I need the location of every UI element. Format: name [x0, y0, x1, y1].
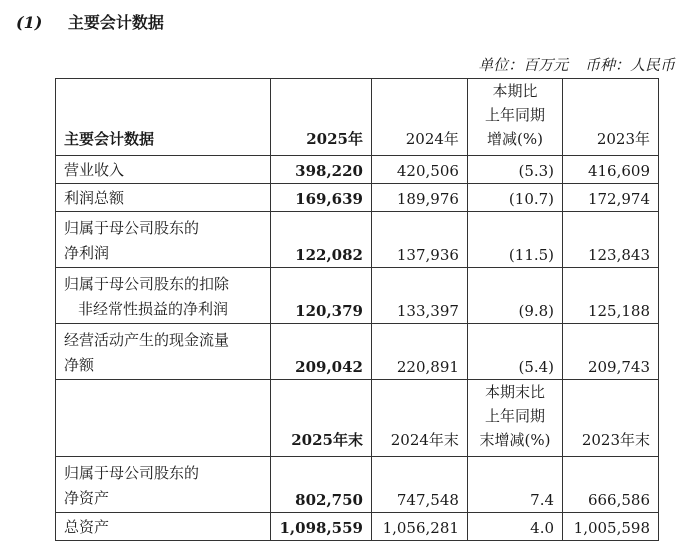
- cell-line: 上年同期: [484, 106, 545, 124]
- value-2025: 120,379: [271, 268, 372, 324]
- row-label: [56, 457, 271, 513]
- row-label: [56, 513, 271, 541]
- cell-line: 营业收入: [64, 160, 125, 179]
- header-col-2023: 2023年: [563, 79, 659, 156]
- value-2023: 125,188: [563, 268, 659, 324]
- value-2023: 123,843: [563, 212, 659, 268]
- section-heading: [16, 10, 164, 33]
- unit-label: 单位：百万元: [478, 56, 569, 74]
- table-header-row: [56, 380, 659, 457]
- section-title: 主要会计数据: [67, 13, 164, 32]
- value-2025: 122,082: [271, 212, 372, 268]
- cell-line: 上年同期: [484, 407, 545, 425]
- value-2025: 169,639: [271, 184, 372, 212]
- table-row: [56, 513, 659, 541]
- header-label: 主要会计数据: [56, 79, 271, 156]
- value-2023: 1,005,598: [563, 513, 659, 541]
- header-col-2025: 2025年末: [271, 380, 372, 457]
- row-label: [56, 268, 271, 324]
- cell-line: 归属于母公司股东的: [64, 218, 200, 237]
- value-change: 7.4: [467, 457, 562, 513]
- cell-line: 本期末比: [484, 383, 545, 401]
- table-row: [56, 324, 659, 380]
- header-col-2025: 2025年: [271, 79, 372, 156]
- value-2025: 802,750: [271, 457, 372, 513]
- row-label: [56, 212, 271, 268]
- row-label: [56, 324, 271, 380]
- header-col-2024: 2024年末: [372, 380, 468, 457]
- cell-line: 经营活动产生的现金流量: [64, 330, 230, 349]
- cell-line: 净利润: [64, 243, 110, 262]
- row-label: [56, 184, 271, 212]
- value-2023: 416,609: [563, 156, 659, 184]
- header-col-change: [467, 79, 562, 156]
- cell-line: 增减(%): [486, 130, 543, 148]
- cell-line: 末增减(%): [479, 431, 551, 449]
- value-2024: 220,891: [372, 324, 468, 380]
- value-2023: 172,974: [563, 184, 659, 212]
- table-row: [56, 268, 659, 324]
- header-col-2024: 2024年: [372, 79, 468, 156]
- value-change: (9.8): [467, 268, 562, 324]
- value-2024: 137,936: [372, 212, 468, 268]
- cell-line: 净资产: [64, 488, 110, 507]
- table-header-row: [56, 79, 659, 156]
- value-change: (10.7): [467, 184, 562, 212]
- header-col-2023: 2023年末: [563, 380, 659, 457]
- cell-line: 利润总额: [64, 188, 125, 207]
- cell-line: 总资产: [64, 517, 110, 536]
- section-number: (1): [16, 13, 43, 32]
- cell-line: 归属于母公司股东的: [64, 463, 200, 482]
- currency-label: 币种：人民币: [584, 56, 675, 74]
- table-row: [56, 156, 659, 184]
- accounting-data-table: [55, 78, 659, 541]
- value-change: (5.3): [467, 156, 562, 184]
- cell-line: 归属于母公司股东的扣除: [64, 274, 230, 293]
- row-label: [56, 156, 271, 184]
- value-2023: 209,743: [563, 324, 659, 380]
- value-2025: 209,042: [271, 324, 372, 380]
- header-col-change: [467, 380, 562, 457]
- value-2024: 189,976: [372, 184, 468, 212]
- value-2024: 747,548: [372, 457, 468, 513]
- header-label: [56, 380, 271, 457]
- value-change: (5.4): [467, 324, 562, 380]
- value-2025: 398,220: [271, 156, 372, 184]
- value-2024: 133,397: [372, 268, 468, 324]
- value-change: (11.5): [467, 212, 562, 268]
- value-2024: 1,056,281: [372, 513, 468, 541]
- table-row: [56, 184, 659, 212]
- value-2023: 666,586: [563, 457, 659, 513]
- table-row: [56, 457, 659, 513]
- unit-currency-note: [478, 54, 675, 75]
- value-change: 4.0: [467, 513, 562, 541]
- table-row: [56, 212, 659, 268]
- cell-line: 本期比: [492, 82, 538, 100]
- cell-line: 非经常性损益的净利润: [78, 299, 229, 318]
- value-2025: 1,098,559: [271, 513, 372, 541]
- value-2024: 420,506: [372, 156, 468, 184]
- cell-line: 净额: [64, 355, 95, 374]
